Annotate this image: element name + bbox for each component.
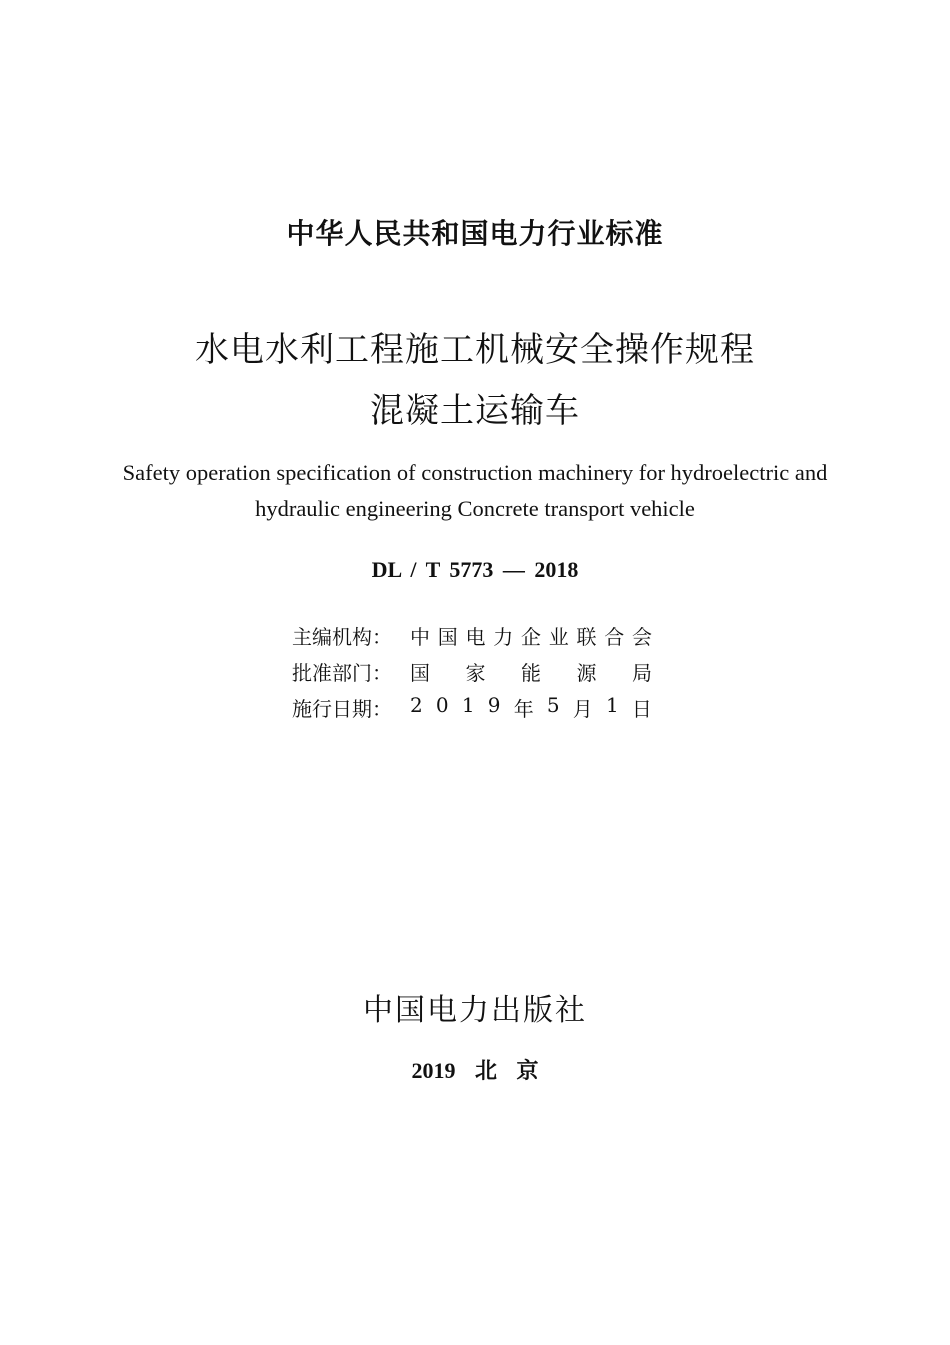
editor-char: 中: [410, 624, 430, 649]
approver-label: 批准部门：: [292, 660, 392, 685]
editor-char: 会: [632, 624, 652, 649]
approver-char: 家: [465, 660, 486, 685]
effective-date-char: 月: [572, 696, 593, 721]
editor-char: 力: [493, 624, 514, 649]
editor-label: 主编机构：: [292, 624, 392, 649]
effective-date-char: 0: [435, 692, 449, 717]
editor-char: 电: [465, 624, 486, 649]
title-chinese-line1: 水电水利工程施工机械安全操作规程: [195, 330, 755, 370]
standard-info-block: [292, 617, 652, 725]
approver-char: 源: [576, 660, 597, 685]
effective-date-char: 日: [631, 696, 652, 721]
title-chinese-line2: 混凝土运输车: [370, 391, 580, 431]
publication-year-place: 2019 北 京: [411, 1058, 539, 1083]
standard-number: DL / T 5773 — 2018: [371, 557, 579, 582]
approver-row: [292, 653, 652, 689]
effective-date-char: 年: [513, 696, 534, 721]
approver-char: 国: [410, 660, 430, 685]
title-english-line2: hydraulic engineering Concrete transport vehicle: [255, 496, 695, 521]
effective-date-value: [410, 693, 652, 722]
approver-value: [410, 657, 652, 686]
effective-date-char: 2: [410, 692, 423, 717]
approver-char: 能: [521, 660, 541, 685]
standard-category: 中华人民共和国电力行业标准: [286, 217, 664, 250]
effective-date-row: [292, 689, 652, 725]
editor-char: 联: [576, 624, 597, 649]
publisher-name: 中国电力出版社: [363, 993, 587, 1028]
editor-char: 业: [548, 624, 569, 649]
effective-date-char: 1: [461, 692, 475, 717]
editor-char: 合: [604, 624, 625, 649]
editor-char: 国: [437, 624, 458, 649]
editor-row: [292, 617, 652, 653]
effective-date-char: 1: [605, 692, 619, 717]
effective-date-char: 5: [546, 692, 560, 717]
approver-char: 局: [632, 660, 652, 685]
title-english-line1: Safety operation specification of construction machinery for hydroelectric and: [122, 460, 828, 485]
effective-date-char: 9: [487, 692, 501, 717]
effective-date-label: 施行日期：: [292, 696, 392, 721]
editor-value: [410, 621, 652, 650]
editor-char: 企: [521, 624, 541, 649]
